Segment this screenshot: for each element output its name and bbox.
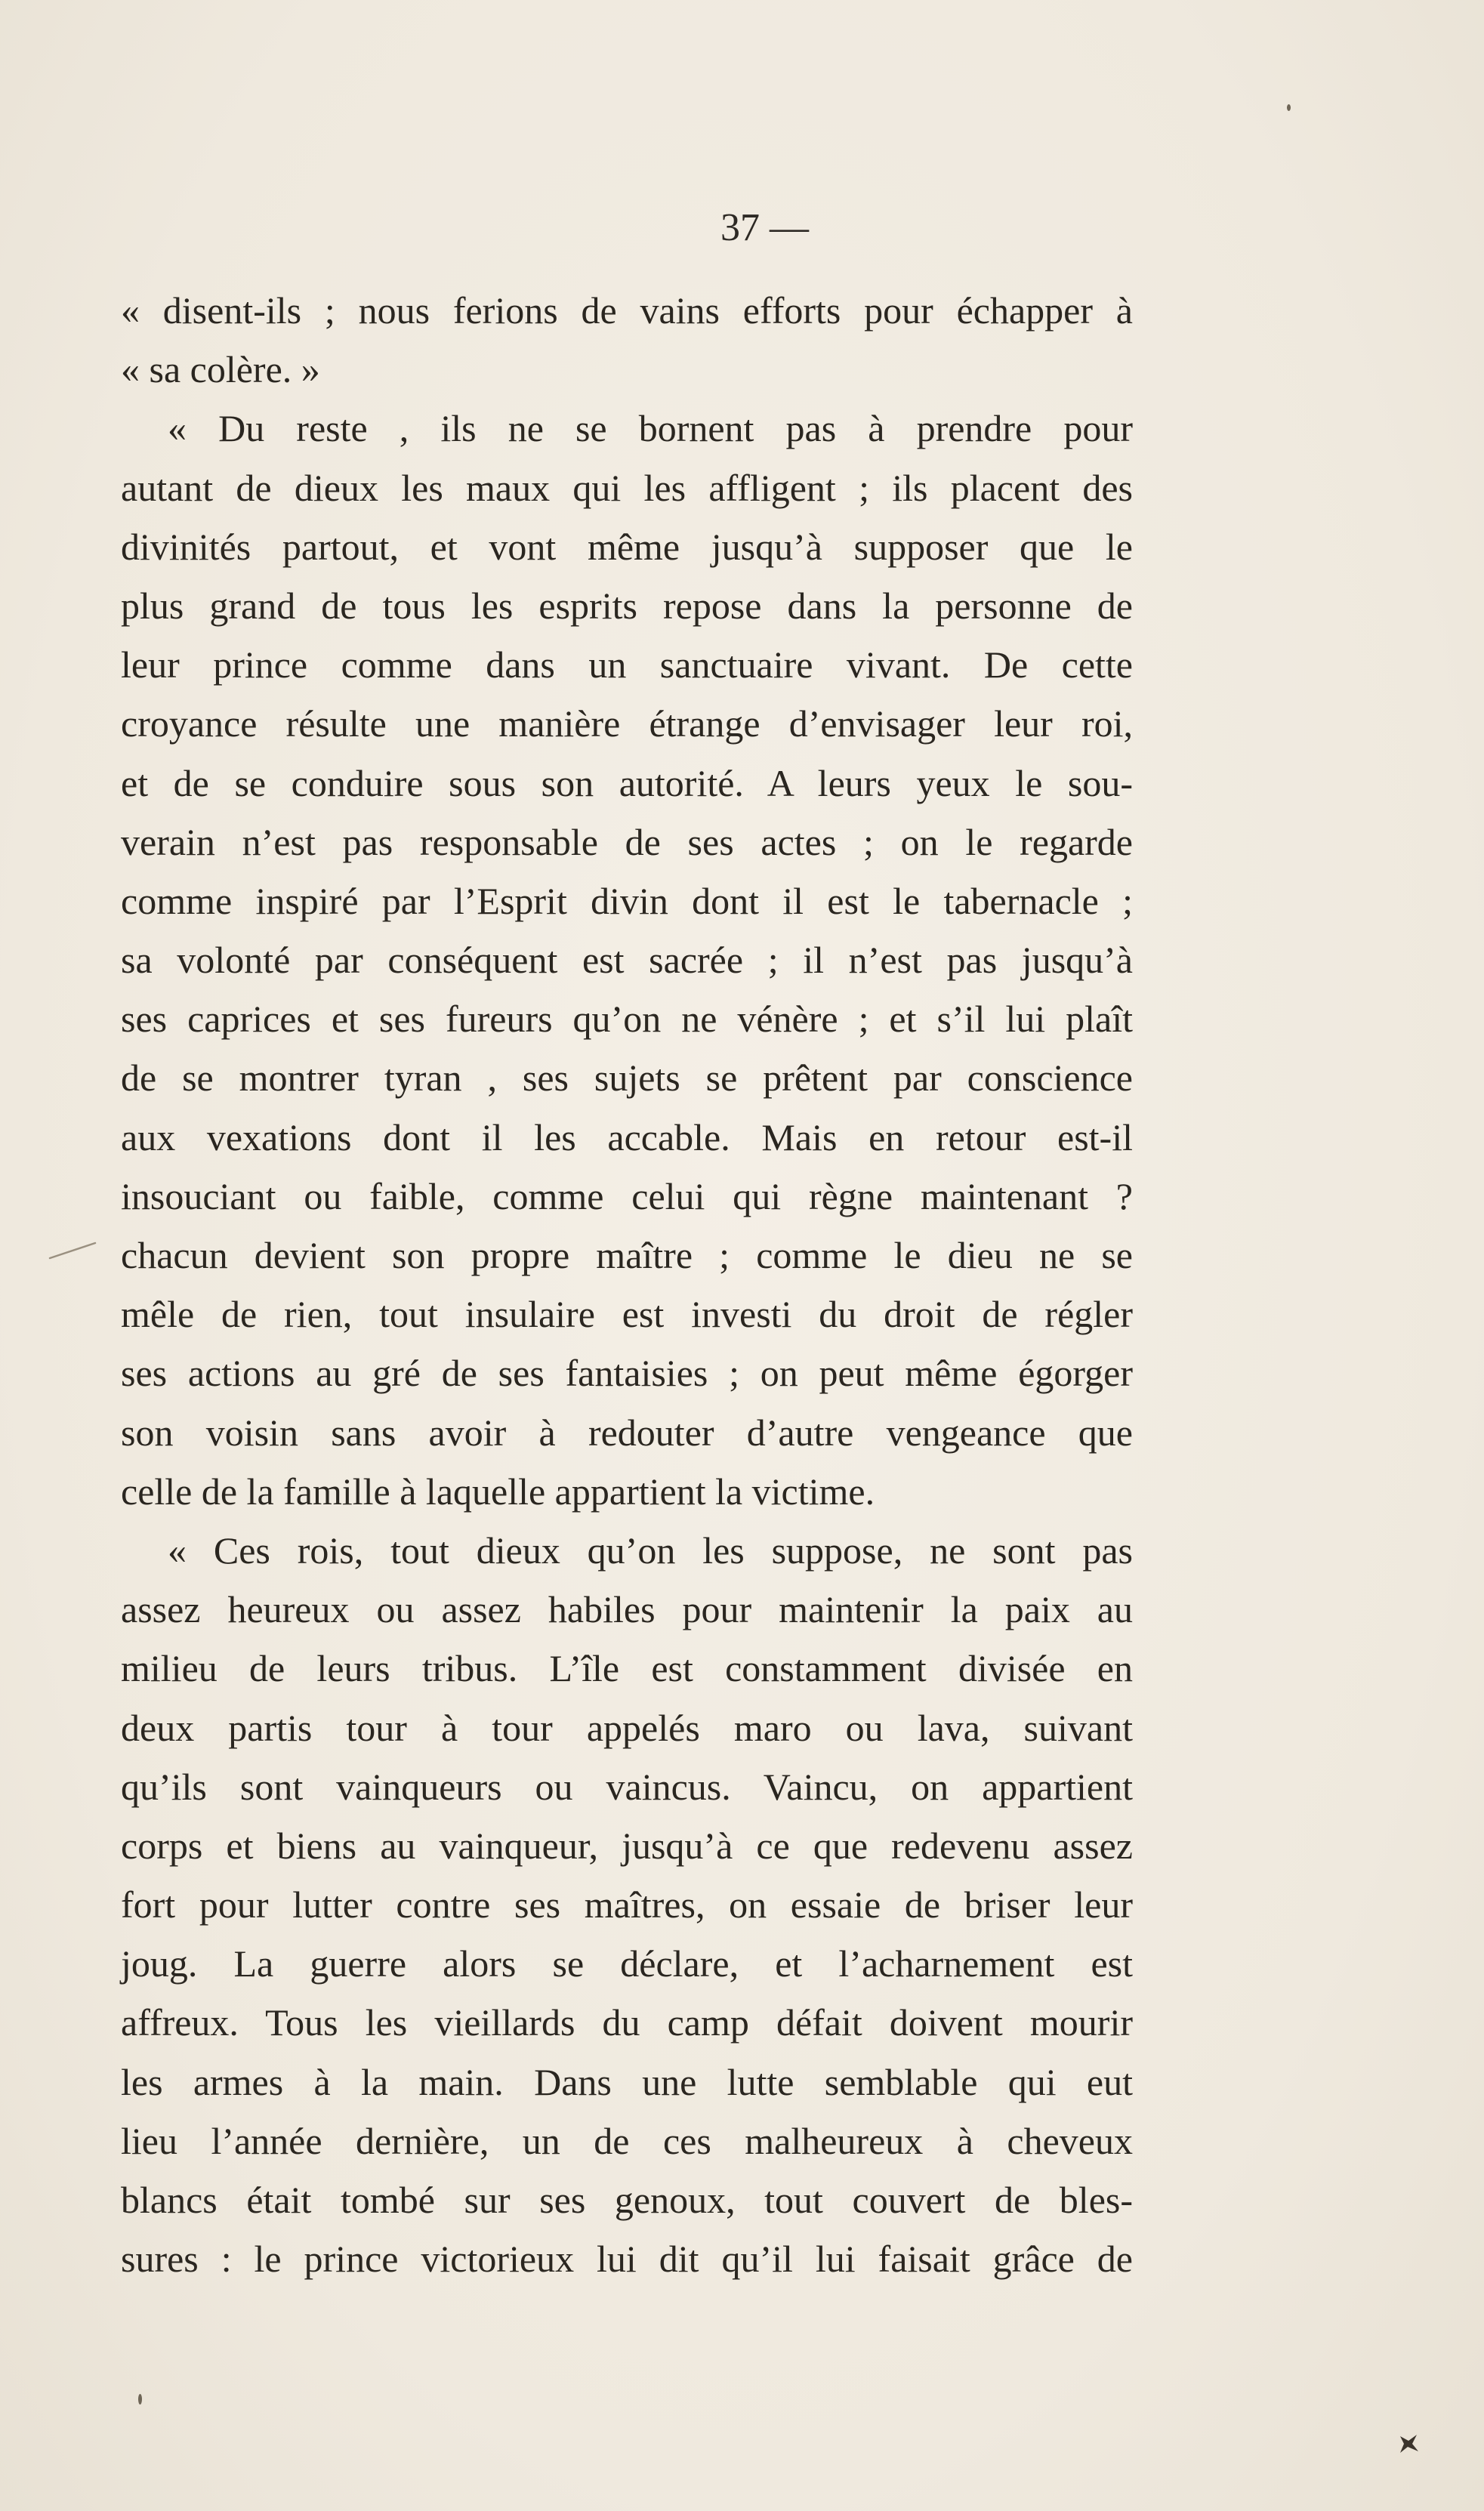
text-line: « Ces rois, tout dieux qu’on les suppose, ne sont pas xyxy=(168,1529,1133,1572)
text-line: sures : le prince victorieux lui dit qu’il lui faisait grâce de xyxy=(121,2238,1133,2281)
text-line: fort pour lutter contre ses maîtres, on essaie de briser leur xyxy=(121,1883,1133,1926)
text-line: joug. La guerre alors se déclare, et l’acharnement est xyxy=(121,1942,1133,1985)
text-line: de se montrer tyran , ses sujets se prêtent par conscience xyxy=(121,1057,1133,1100)
text-line: les armes à la main. Dans une lutte semblable qui eut xyxy=(121,2060,1133,2103)
text-line: sa volonté par conséquent est sacrée ; il n’est pas jusqu’à xyxy=(121,939,1133,982)
page-number-header: 37 — xyxy=(720,206,809,249)
text-line: corps et biens au vainqueur, jusqu’à ce que redevenu assez xyxy=(121,1824,1133,1867)
text-line: divinités partout, et vont même jusqu’à supposer que le xyxy=(121,525,1133,568)
text-line: comme inspiré par l’Esprit divin dont il est le tabernacle ; xyxy=(121,879,1133,922)
text-line: assez heureux ou assez habiles pour maintenir la paix au xyxy=(121,1588,1133,1631)
text-line: et de se conduire sous son autorité. A leurs yeux le sou- xyxy=(121,761,1133,804)
body-text xyxy=(121,281,1133,2288)
text-line: milieu de leurs tribus. L’île est constamment divisée en xyxy=(121,1647,1133,1690)
pencil-margin-mark xyxy=(47,1240,100,1263)
text-line: verain n’est pas responsable de ses actes ; on le regarde xyxy=(121,820,1133,863)
text-line: mêle de rien, tout insulaire est investi du droit de régler xyxy=(121,1293,1133,1336)
text-line: « sa colère. » xyxy=(121,348,320,391)
text-line: insouciant ou faible, comme celui qui règne maintenant ? xyxy=(121,1174,1133,1217)
text-line: lieu l’année dernière, un de ces malheureux à cheveux xyxy=(121,2119,1133,2162)
text-line: chacun devient son propre maître ; comme le dieu ne se xyxy=(121,1234,1133,1276)
text-line: plus grand de tous les esprits repose dans la personne de xyxy=(121,584,1133,627)
text-line: leur prince comme dans un sanctuaire vivant. De cette xyxy=(121,643,1133,686)
text-line: qu’ils sont vainqueurs ou vaincus. Vaincu, on appartient xyxy=(121,1765,1133,1808)
text-line: ses caprices et ses fureurs qu’on ne vénère ; et s’il lui plaît xyxy=(121,998,1133,1041)
text-line: affreux. Tous les vieillards du camp défait doivent mourir xyxy=(121,2001,1133,2044)
paper-speck xyxy=(1287,104,1291,111)
text-line: « disent-ils ; nous ferions de vains efforts pour échapper à xyxy=(121,289,1133,332)
text-line: aux vexations dont il les accable. Mais en retour est-il xyxy=(121,1115,1133,1158)
text-line: autant de dieux les maux qui les affligent ; ils placent des xyxy=(121,466,1133,509)
ink-blot-mark xyxy=(1396,2430,1421,2456)
text-line: « Du reste , ils ne se bornent pas à prendre pour xyxy=(168,407,1133,450)
paper-speck xyxy=(138,2394,142,2405)
text-line: croyance résulte une manière étrange d’envisager leur roi, xyxy=(121,702,1133,745)
text-line: blancs était tombé sur ses genoux, tout couvert de bles- xyxy=(121,2179,1133,2221)
text-line: deux partis tour à tour appelés maro ou lava, suivant xyxy=(121,1706,1133,1749)
text-line: ses actions au gré de ses fantaisies ; on peut même égorger xyxy=(121,1352,1133,1395)
text-line: son voisin sans avoir à redouter d’autre vengeance que xyxy=(121,1411,1133,1454)
text-line: celle de la famille à laquelle appartient la victime. xyxy=(121,1470,875,1513)
